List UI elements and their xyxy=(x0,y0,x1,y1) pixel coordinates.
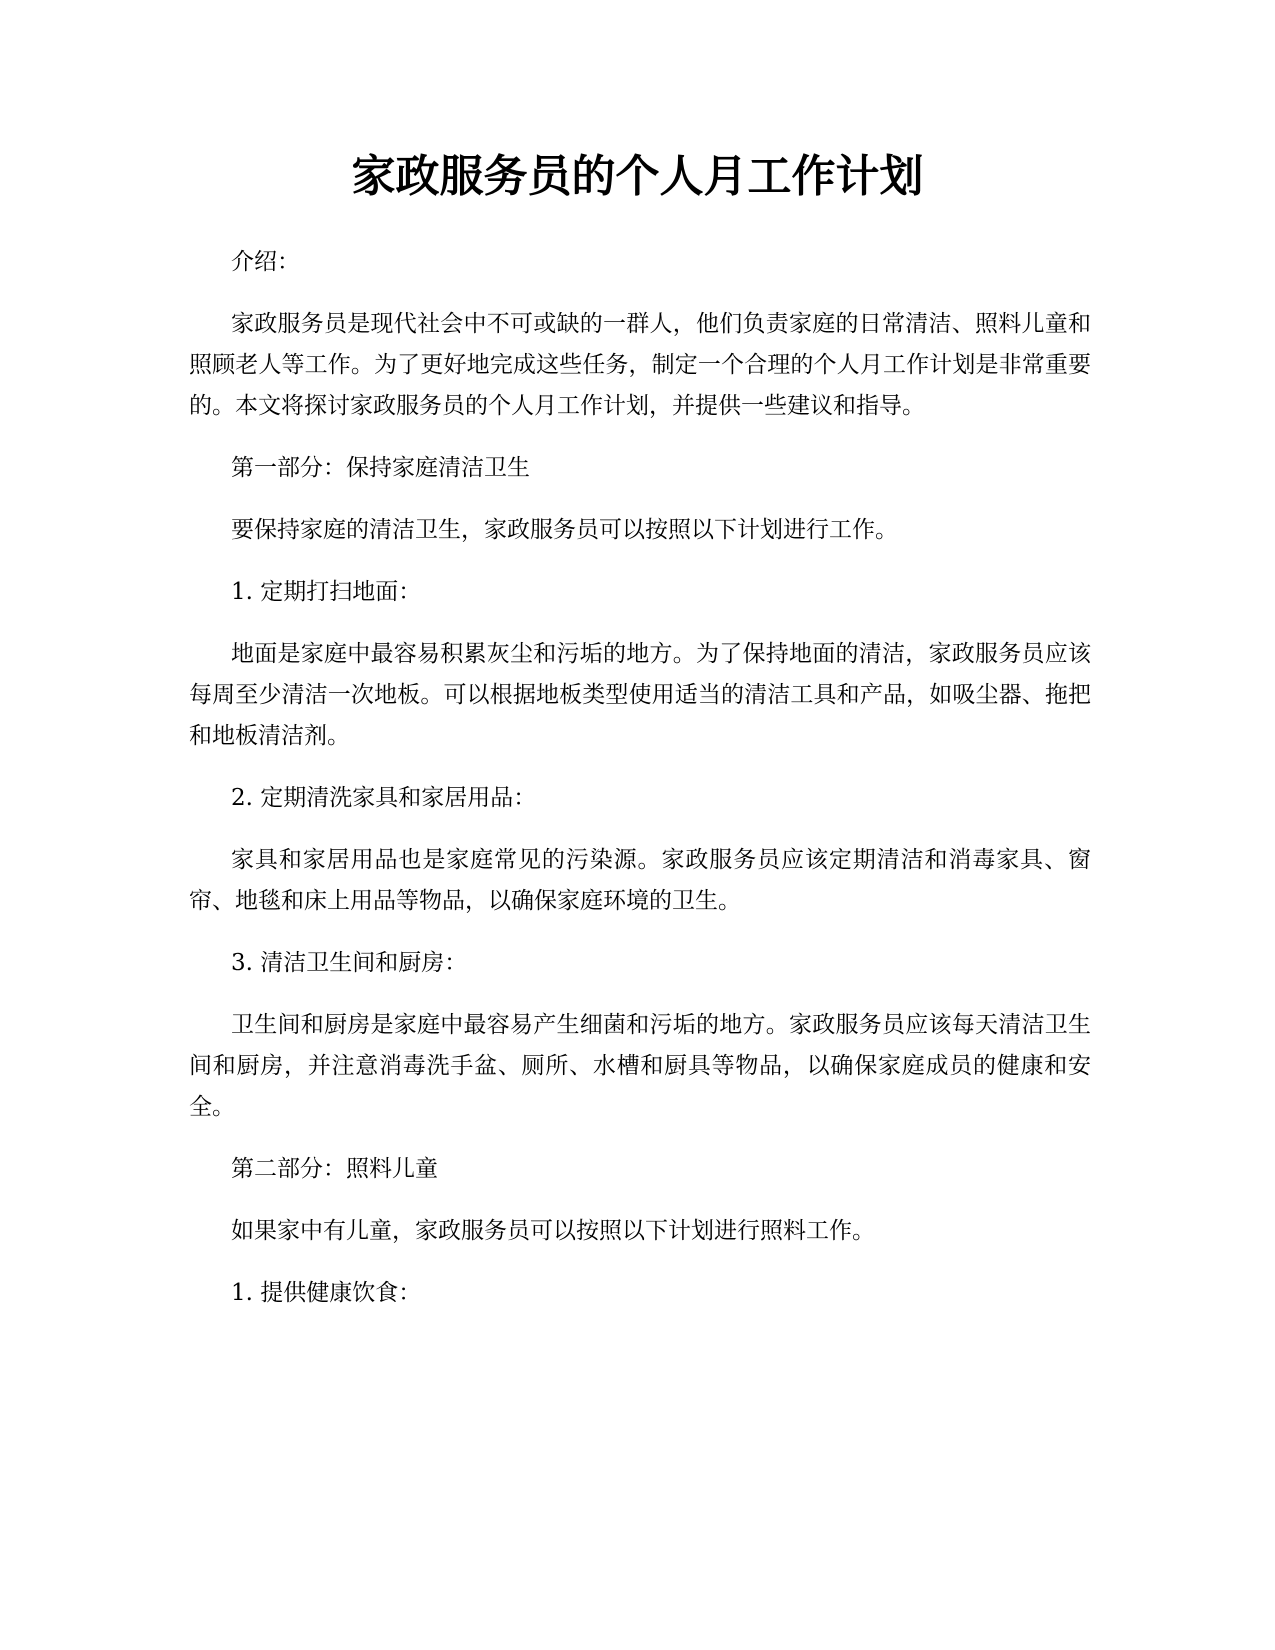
paragraph-part-one-intro: 要保持家庭的清洁卫生，家政服务员可以按照以下计划进行工作。 xyxy=(231,517,898,543)
document-title: 家政服务员的个人月工作计划 xyxy=(351,151,924,202)
list-item-heading-furniture: 2. 定期清洗家具和家居用品： xyxy=(231,785,537,811)
paragraph-bathroom-kitchen: 卫生间和厨房是家庭中最容易产生细菌和污垢的地方。家政服务员应该每天清洁卫生间和厨房，并注意消毒洗手盆、厕所、水槽和厨具等物品，以确保家庭成员的健康和安全。 xyxy=(189,1012,1091,1120)
paragraph-intro-text: 家政服务员是现代社会中不可或缺的一群人，他们负责家庭的日常清洁、照料儿童和照顾老人等工作。为了更好地完成这些任务，制定一个合理的个人月工作计划是非常重要的。本文将探讨家政服务员的个人月工作计划，并提供一些建议和指导。 xyxy=(189,311,1091,419)
paragraph-part-two-intro: 如果家中有儿童，家政服务员可以按照以下计划进行照料工作。 xyxy=(231,1218,875,1244)
section-heading-part-one: 第一部分：保持家庭清洁卫生 xyxy=(231,455,530,481)
paragraph-furniture: 家具和家居用品也是家庭常见的污染源。家政服务员应该定期清洁和消毒家具、窗帘、地毯和床上用品等物品，以确保家庭环境的卫生。 xyxy=(189,847,1091,914)
paragraph-floor: 地面是家庭中最容易积累灰尘和污垢的地方。为了保持地面的清洁，家政服务员应该每周至少清洁一次地板。可以根据地板类型使用适当的清洁工具和产品，如吸尘器、拖把和地板清洁剂。 xyxy=(189,641,1091,749)
document-body xyxy=(189,242,1091,1335)
paragraph-intro-heading: 介绍： xyxy=(231,249,300,275)
list-item-heading-floor: 1. 定期打扫地面： xyxy=(231,579,422,605)
list-item-heading-bathroom-kitchen: 3. 清洁卫生间和厨房： xyxy=(231,950,468,976)
list-item-heading-diet: 1. 提供健康饮食： xyxy=(231,1280,422,1306)
section-heading-part-two: 第二部分：照料儿童 xyxy=(231,1156,438,1182)
